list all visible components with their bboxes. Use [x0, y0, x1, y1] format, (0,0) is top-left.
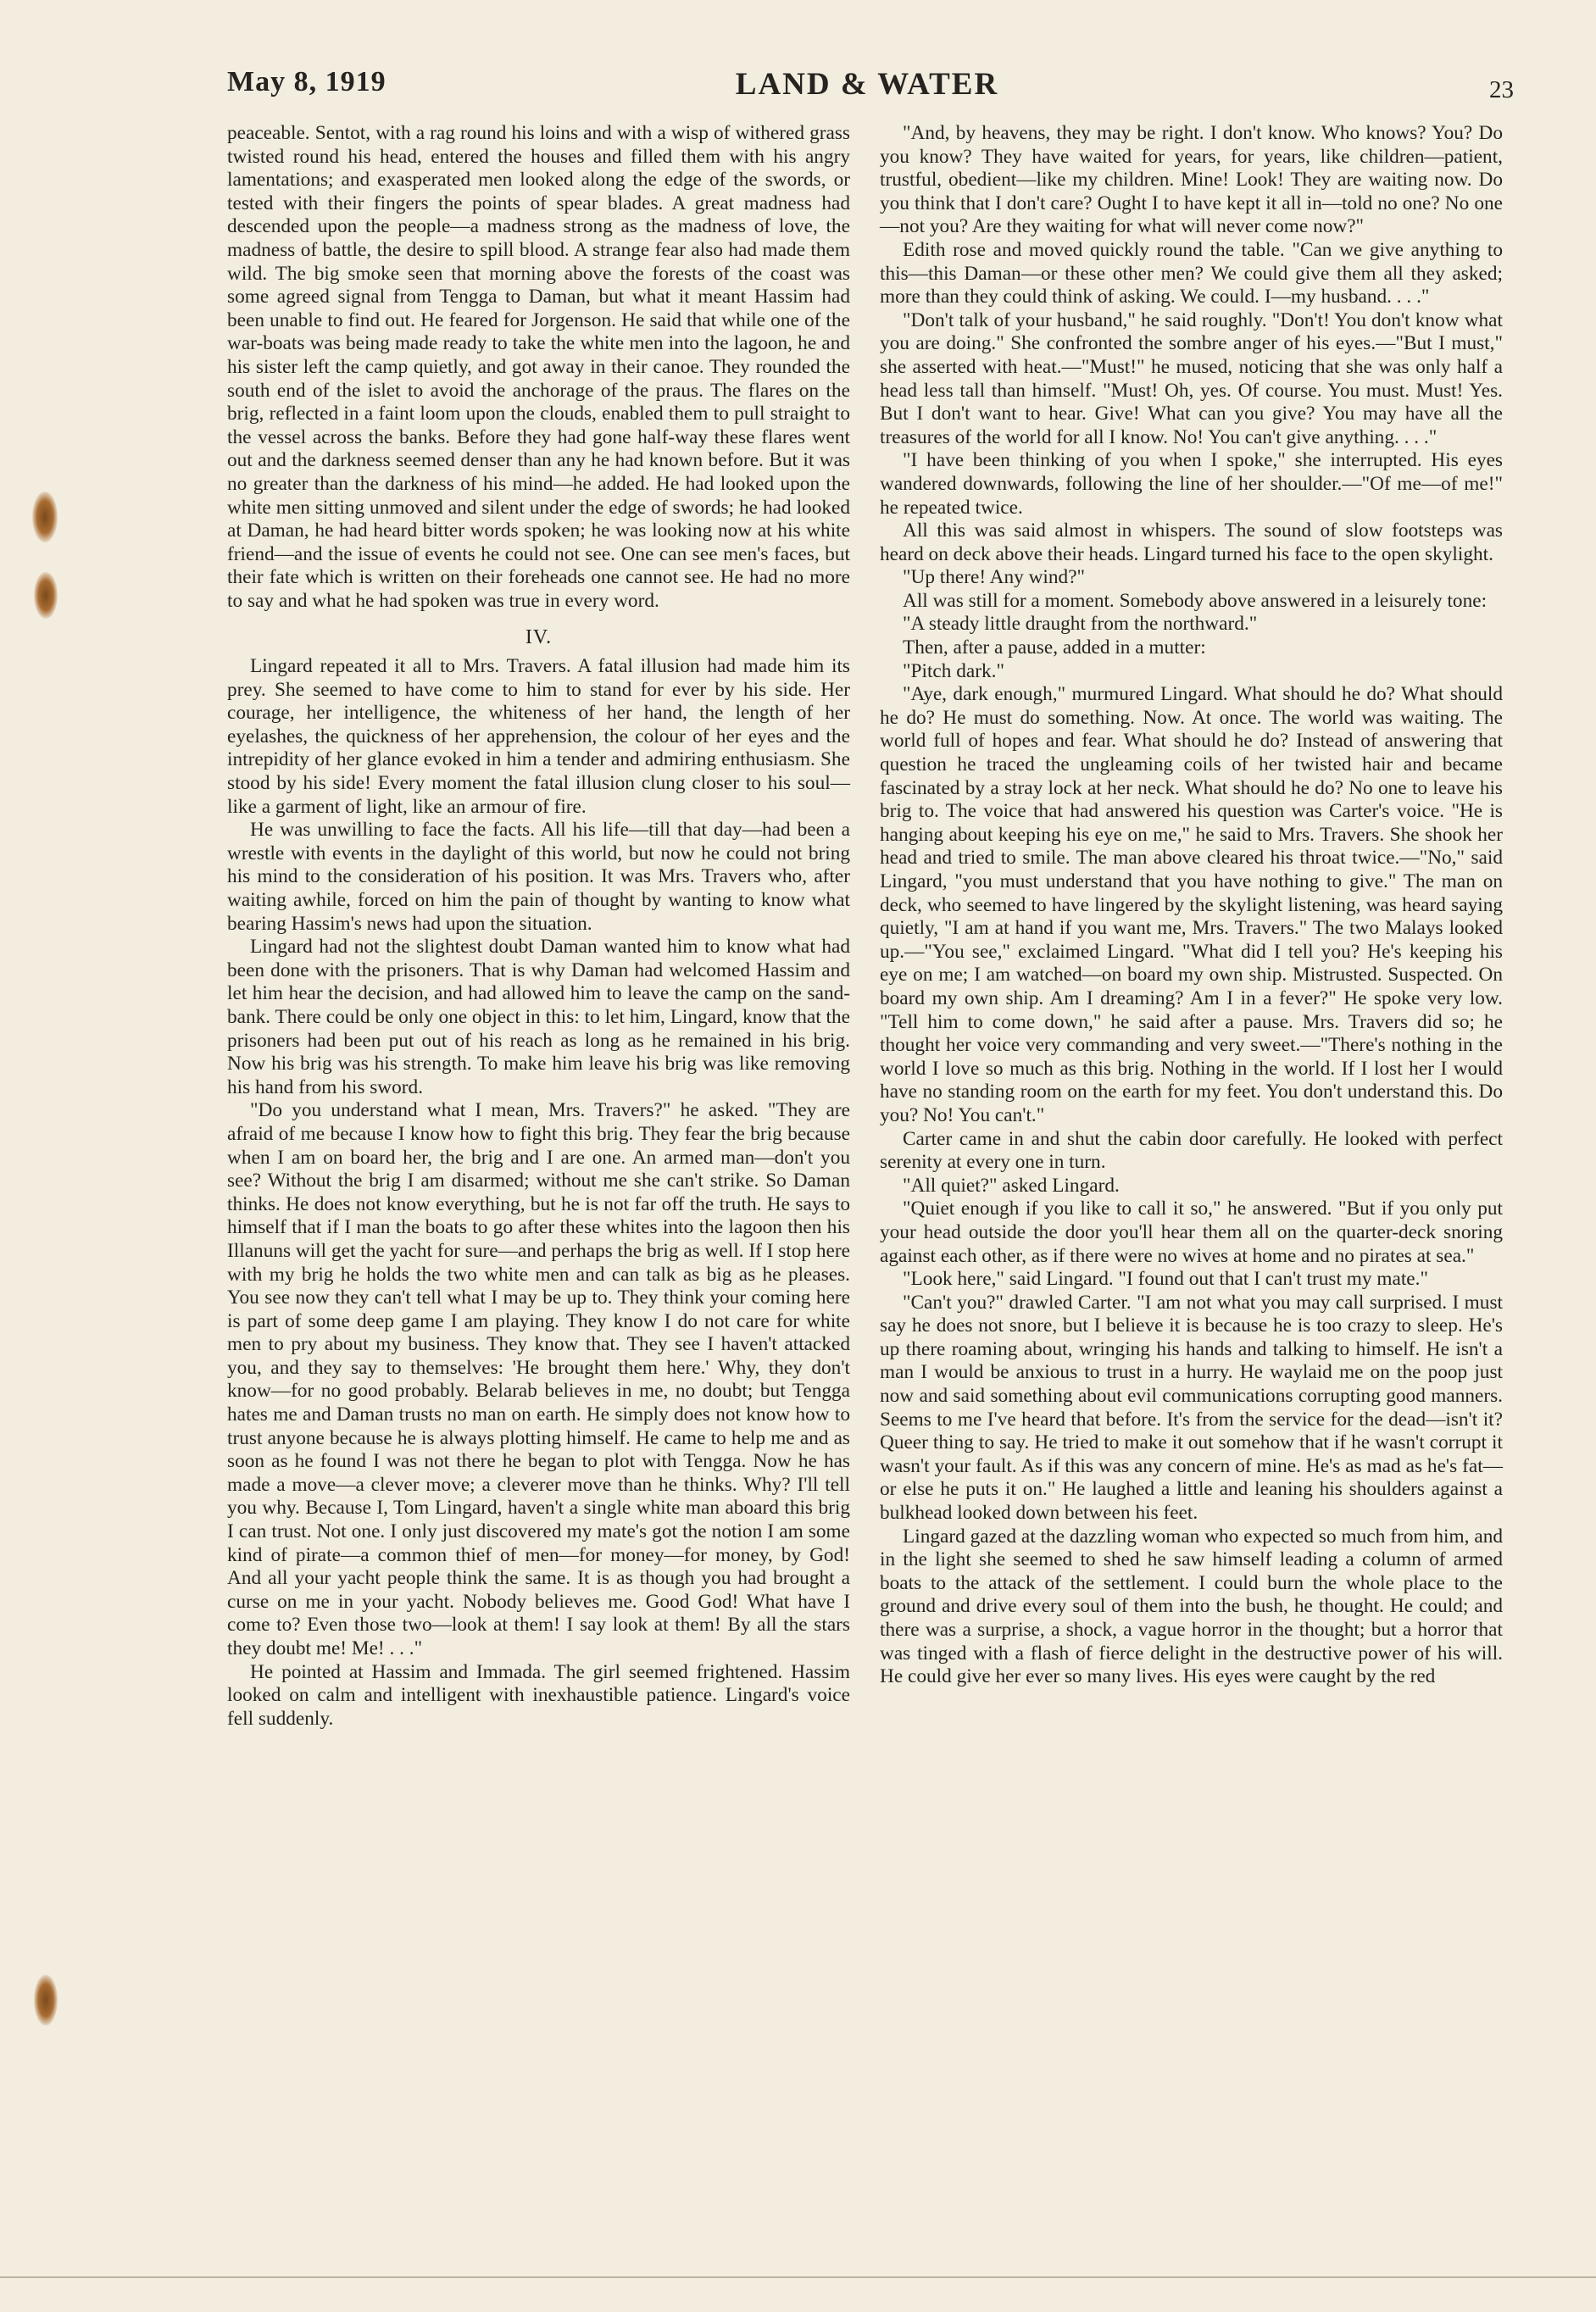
binding-hole-stain	[32, 492, 58, 542]
paragraph: He was unwilling to face the facts. All his life—till that day—had been a wrestle with events in the daylight of this world, but now he could not bring his mind to the consideration of his position. It was Mrs. Travers who, after waiting awhile, forced on him the pain of thought by wanting to know what bearing Hassim's news had upon the situation.	[227, 819, 850, 935]
page-number: 23	[1489, 76, 1514, 103]
paragraph: Carter came in and shut the cabin door carefully. He looked with perfect serenity at every one in turn.	[880, 1127, 1503, 1174]
paragraph: "Aye, dark enough," murmured Lingard. What should he do? What should he do? He must do something. Now. At once. The world was waiting. The world full of hopes and fear. What should he do? Instead of answering that question he traced the ungleaming coils of her twisted hair and became fascinated by a stray lock at her neck. What should he do? No one to leave his brig to. The voice that had answered his question was Carter's voice. "He is hanging about keeping his eye on me," he said to Mrs. Travers. She shook her head and tried to smile. The man above cleared his throat twice.—"No," said Lingard, "you must understand that you have nothing to give." The man on deck, who seemed to have lingered by the skylight listening, was heard saying quietly, "I am at hand if you want me, Mrs. Travers." The two Malays looked up.—"You see," exclaimed Lingard. "What did I tell you? He's keeping his eye on me; I am watched—on board my own ship. Mistrusted. Suspected. On board my own ship. Am I dreaming? Am I in a fever?" He spoke very low. "Tell him to come down," he said after a pause. Mrs. Travers did so; he thought her voice very commanding and very sweet.—"There's nothing in the world I love so much as this brig. Nothing in the world. If I lost her I would have no standing room on the earth for my feet. You don't understand this. Do you? No! You can't."	[880, 683, 1503, 1126]
publication-title: LAND & WATER	[735, 67, 999, 102]
paragraph: All this was said almost in whispers. The sound of slow footsteps was heard on deck above their heads. Lingard turned his face to the open skylight.	[880, 520, 1503, 565]
paragraph: "All quiet?" asked Lingard.	[903, 1174, 1120, 1197]
page-bottom-edge	[0, 2276, 1596, 2278]
paragraph: Lingard had not the slightest doubt Daman wanted him to know what had been done with the prisoners. That is why Daman had welcomed Hassim and let him hear the decision, and had allowed him to leave the camp on the sand-bank. There could be only one object in this: to let him, Lingard, know that the prisoners had been put out of his reach as long as he remained in his brig. Now his brig was his strength. To make him leave his brig was like removing his hand from his sword.	[227, 936, 850, 1098]
paragraph: "Look here," said Lingard. "I found out that I can't trust my mate."	[903, 1268, 1428, 1291]
paragraph: Then, after a pause, added in a mutter:	[903, 636, 1206, 659]
binding-hole-stain	[34, 1975, 58, 2026]
paragraph: "Do you understand what I mean, Mrs. Travers?" he asked. "They are afraid of me because I know how to fight this brig. They fear the brig because when I am on board her, the brig and I are one. An armed man—don't you see? Without the brig I am disarmed; without me she can't strike. So Daman thinks. He does not know everything, but he is not far off the truth. He says to himself that if I man the boats to go after these whites into the lagoon then his Illanuns will get the yacht for sure—and perhaps the brig as well. If I stop here with my brig he holds the two white men and can talk as big as he pleases. You see now they can't tell what I may be up to. They think your coming here is part of some deep game I am playing. They know I do not care for white men to pry about my business. They know that. They see I haven't attacked you, and they say to themselves: 'He brought them here.' Why, they don't know—for no good probably. Belarab believes in me, no doubt; but Tengga hates me and Daman trusts no man on earth. He simply does not know how to trust anyone because he is always plotting himself. He came to help me and as soon as he found I was not there he began to plot with Tengga. Now he has made a move—a clever move; a cleverer move than he thinks. Why? I'll tell you why. Because I, Tom Lingard, haven't a single white man aboard this brig I can trust. Not one. I only just discovered my mate's got the notion I am some kind of pirate—a common thief of men—for money—for money, by God! And all your yacht people think the same. It is as though you had brought a curse on me in your yacht. Nobody believes me. Good God! What have I come to? Even those two—look at them! I say look at them! By all the stars they doubt me! Me! . . ."	[227, 1099, 850, 1659]
paragraph: Edith rose and moved quickly round the table. "Can we give anything to this—this Daman—or these other men? We could give them all they asked; more than they could think of asking. We could. I—my husband. . . ."	[880, 238, 1503, 308]
paragraph: "Pitch dark."	[903, 659, 1004, 682]
paragraph: All was still for a moment. Somebody above answered in a leisurely tone:	[903, 589, 1488, 612]
paragraph: "And, by heavens, they may be right. I don't know. Who knows? You? Do you know? They have waited for years, for years, like children—patient, trustful, obedient—like my children. Mine! Look! They are waiting now. Do you think that I don't care? Ought I to have kept it all in—told no one? No one—not you? Are they waiting for what will never come now?"	[880, 122, 1503, 238]
right-column	[880, 122, 1503, 1689]
paragraph: "A steady little draught from the northward."	[903, 613, 1258, 636]
paragraph: Lingard gazed at the dazzling woman who expected so much from him, and in the light she seemed to shed he saw himself leading a column of armed boats to the attack of the settlement. I could burn the whole place to the ground and drive every soul of them into the bush, he thought. He could; and there was a surprise, a shock, a vague horror in the thought; but a horror that was tinged with a flash of fierce delight in the destructive power of his will. He could give her ever so many lives. His eyes were caught by the red	[880, 1525, 1503, 1688]
paragraph: peaceable. Sentot, with a rag round his loins and with a wisp of withered grass twisted round his head, entered the houses and filled them with his angry lamentations; and exasperated men looked along the edge of the swords, or tested with their fingers the points of spear blades. A great madness had descended upon the people—a madness strong as the madness of love, the madness of battle, the desire to spill blood. A strange fear also had made them wild. The big smoke seen that morning above the forests of the coast was some agreed signal from Tengga to Daman, but what it meant Hassim had been unable to find out. He feared for Jorgenson. He said that while one of the war-boats was being made ready to take the white men into the lagoon, he and his sister left the camp quietly, and got away in their canoe. They rounded the south end of the islet to avoid the anchorage of the praus. The flares on the brig, reflected in a faint loom upon the clouds, enabled them to pull straight to the vessel across the banks. Before they had gone half-way these flares went out and the darkness seemed denser than any he had known before. But it was no greater than the darkness of his mind—he added. He had looked upon the white men sitting unmoved and silent under the edge of swords; he had looked at Daman, he had heard bitter words spoken; he was looking now at his white friend—and the issue of events he could not see. One can see men's faces, but their fate which is written on their foreheads one cannot see. He had no more to say and what he had spoken was true in every word.	[227, 122, 850, 612]
section-heading: IV.	[525, 626, 553, 649]
paragraph: "Quiet enough if you like to call it so," he answered. "But if you only put your head outside the door you'll hear them all on the quarter-deck snoring against each other, as if there were no wives at home and no pirates at sea."	[880, 1198, 1503, 1267]
paragraph: "Don't talk of your husband," he said roughly. "Don't! You don't know what you are doing." She confronted the sombre anger of his eyes.—"But I must," she asserted with heat.—"Must!" he mused, noticing that she was only half a head less tall than himself. "Must! Oh, yes. Of course. You must. Must! Yes. But I don't want to hear. Give! What can you give? You may have all the treasures of the world for all I know. No! You can't give anything. . . ."	[880, 308, 1503, 448]
page-header	[227, 66, 1514, 117]
paragraph: He pointed at Hassim and Immada. The girl seemed frightened. Hassim looked on calm and intelligent with inexhaustible patience. Lingard's voice fell suddenly.	[227, 1660, 850, 1730]
paragraph: "Can't you?" drawled Carter. "I am not what you may call surprised. I must say he does not snore, but I believe it is because he is too crazy to sleep. He's up there roaming about, wringing his hands and talking to himself. He isn't a man I would be anxious to trust in a hurry. He waylaid me on the poop just now and said something about evil communications corrupting good manners. Seems to me I've heard that before. It's from the service for the dead—isn't it? Queer thing to say. He tried to make it out somehow that if he wasn't corrupt it wasn't your fault. As if this was any concern of mine. He's as mad as he's fat—or else he puts it on." He laughed a little and leaning his shoulders against a bulkhead looked down between his feet.	[880, 1291, 1503, 1525]
paragraph: Lingard repeated it all to Mrs. Travers. A fatal illusion had made him its prey. She seemed to have come to him to stand for ever by his side. Her courage, her intelligence, the whiteness of her hand, the length of her eyelashes, the quickness of her apprehension, the colour of her eyes and the intrepidity of her glance evoked in him a tender and admiring enthusiasm. She stood by his side! Every moment the fatal illusion clung closer to his soul—like a garment of light, like an armour of fire.	[227, 655, 850, 818]
paragraph: "I have been thinking of you when I spoke," she interrupted. His eyes wandered downwards, following the line of her shoulder.—"Of me—of me!" he repeated twice.	[880, 449, 1503, 519]
paragraph: "Up there! Any wind?"	[903, 566, 1086, 589]
left-column	[227, 122, 850, 1731]
binding-hole-stain	[34, 572, 58, 619]
issue-date: May 8, 1919	[227, 66, 386, 97]
